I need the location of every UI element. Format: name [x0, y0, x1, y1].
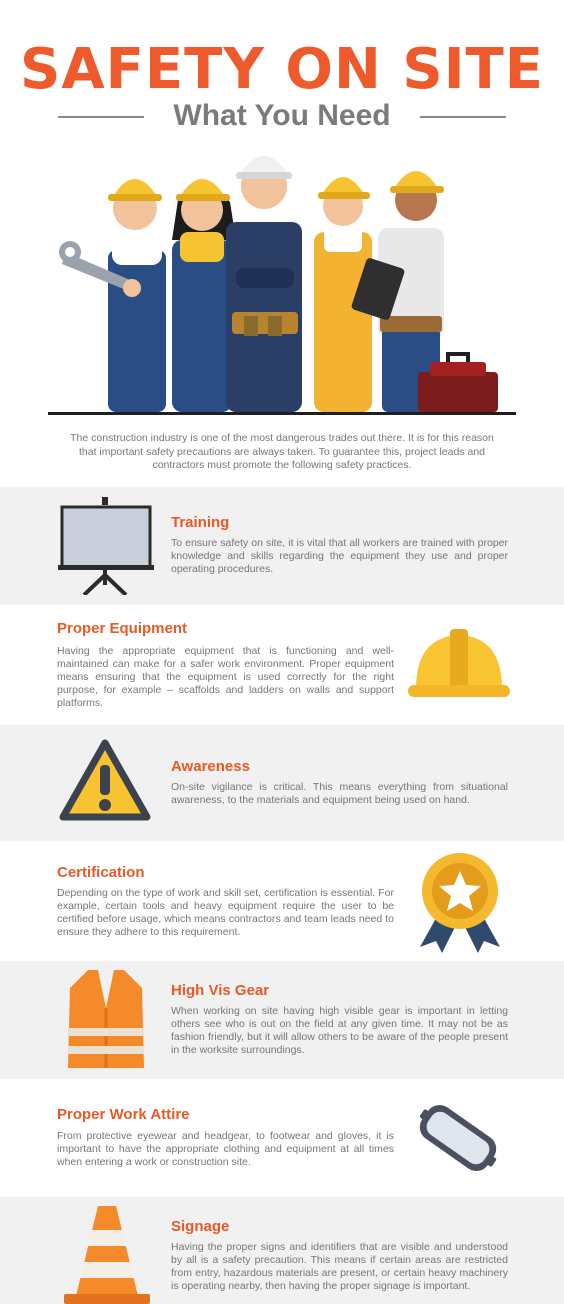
section-awareness — [0, 725, 564, 841]
section-title: Awareness — [171, 758, 250, 775]
intro-paragraph: The construction industry is one of the most dangerous trades out there. It is for this reason that important safety precautions are always taken. To guarantee this, project leads and contractors must promote the following safety practices. — [70, 432, 494, 471]
page-subtitle: What You Need — [173, 99, 391, 132]
warning-icon — [58, 737, 152, 825]
safety-vest-icon — [64, 968, 148, 1070]
section-proper-work-attire — [0, 1079, 564, 1197]
section-title: Proper Equipment — [57, 620, 188, 637]
divider-right — [420, 116, 506, 118]
section-title: Signage — [171, 1218, 230, 1235]
section-proper-equipment — [0, 605, 564, 725]
traffic-cone-icon — [64, 1206, 150, 1304]
section-text: Having the proper signs and identifiers that are visible and understood by all is a safety precaution. This means if certain areas are restricted from entry, hazardous materials are present, or certain heavy machinery is operating nearby, then having the proper signage is important. — [171, 1241, 508, 1292]
section-text: To ensure safety on site, it is vital that all workers are trained with proper knowledge and skills regarding the equipment they use and proper operating procedures. — [171, 537, 508, 575]
presentation-board-icon — [58, 495, 154, 595]
page-title: SAFETY ON SITE — [19, 37, 544, 102]
safety-goggles-icon — [414, 1097, 502, 1179]
section-training — [0, 487, 564, 605]
construction-workers-illustration — [40, 140, 524, 422]
section-title: Certification — [57, 864, 145, 881]
section-text: Depending on the type of work and skill set, certification is essential. For example, certain tools and heavy equipment require the user to be certified before usage, which means contractors and team leads need to ensure they adhere to this requirement. — [57, 887, 394, 938]
award-medal-icon — [412, 851, 508, 953]
section-title: High Vis Gear — [171, 982, 270, 999]
section-high-vis-gear — [0, 961, 564, 1079]
subtitle-row — [0, 98, 564, 134]
section-text: From protective eyewear and headgear, to footwear and gloves, it is important to have the appropriate clothing and equipment at all times when entering a work or construction site. — [57, 1130, 394, 1168]
hard-hat-icon — [408, 627, 510, 703]
section-text: When working on site having high visible gear is important in letting others see who is out on the field at any given time. It may not be as fashion friendly, but it will allow others to be aware of the people present in the worksite surroundings. — [171, 1005, 508, 1056]
section-title: Proper Work Attire — [57, 1106, 190, 1123]
section-text: On-site vigilance is critical. This means everything from situational awareness, to the materials and equipment being used on hand. — [171, 781, 508, 806]
section-certification — [0, 841, 564, 961]
section-signage — [0, 1197, 564, 1304]
section-title: Training — [171, 514, 230, 531]
section-text: Having the appropriate equipment that is functioning and well-maintained can make for a safer work environment. Proper equipment means ensuring that the equipment is used correctly for the right purpose, for example – scaffolds and ladders on walls and support platforms. — [57, 645, 394, 709]
